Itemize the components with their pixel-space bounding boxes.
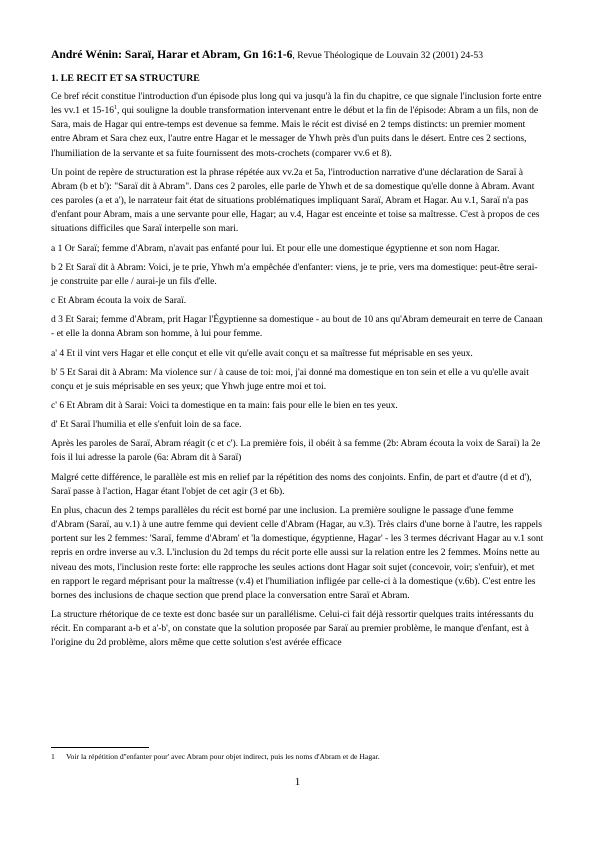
verse-a-prime: a' 4 Et il vint vers Hagar et elle conçut et elle vit qu'elle avait conçu et sa maîtresse fut méprisable en ses yeux. <box>51 347 473 359</box>
verse-c: c Et Abram écouta la voix de Saraï. <box>51 295 187 307</box>
title-author-work: André Wénin: Saraï, Harar et Abram, Gn 16:1-6 <box>51 48 293 61</box>
verse-a: a 1 Or Saraï; femme d'Abram, n'avait pas enfanté pour lui. Et pour elle une domestique égyptienne et son nom Hagar. <box>51 242 500 254</box>
paragraph-structure: Un point de repère de structuration est la phrase répétée aux vv.2a et 5a, l'introduction narrative d'une déclaration de Saraï à Abram (b et b'): "Saraï dit à Abram". Dans ces 2 paroles, elle parle de Yhwh et de sa domestique qu'elle donne à Abram. Avant ces paroles (a et a'), le narrateur fait état de situations problématiques impliquant Saraï, Abram et Hagar. Au v.1, Saraï n'a pas d'enfant pour Abram, mais a une servante pour elle, Hagar; au v.4, Hagar est enceinte et toise sa maîtresse. C'est à propos de ces situations difficiles que Saraï interpelle son mari. <box>51 166 540 235</box>
paragraph-reaction: Après les paroles de Saraï, Abram réagit (c et c'). La première fois, il obéit à sa femme (2b: Abram écouta la voix de Sarai) la 2e fois il lui adresse la parole (6a: Abram dit à Saraï) <box>51 438 541 464</box>
footnote-number: 1 <box>51 752 55 761</box>
page-number: 1 <box>294 776 301 788</box>
footnote-ref[interactable]: 1 <box>114 105 118 112</box>
verse-d: d 3 Et Sarai; femme d'Abram, prit Hagar l'Égyptienne sa domestique - au bout de 10 ans qu'Abram demeurait en terre de Canaan - et elle la donna Abram son homme, à lui pour femme. <box>51 314 543 340</box>
document-page <box>51 47 544 655</box>
paragraph-inclusion: En plus, chacun des 2 temps parallèles du récit est borné par une inclusion. La première souligne le passage d'une femme d'Abram (Saraï, au v.1) à une autre femme qui devient celle d'Abram (Hagar, au v.3). Très clairs d'une borne à l'autre, les rappels portent sur les 2 femmes: 'Saraï, femme d'Abram' et 'la domestique, égyptienne, Hagar' - les 3 termes décrivant Hagar au v.1 sont repris en ordre inverse au v.3. L'inclusion du 2d temps du récit porte elle aussi sur la relation entre les 2 femmes. Moins nette au niveau des mots, l'inclusion reste forte: elle rapproche les seules actions dont Hagar soit sujet (concevoir, voir; s'enfuir), et met en rapport le regard méprisant pour la maîtresse (v.4) et l'humiliation infligée par celle-ci à la domestique (v.6b). C'est entre les bornes des inclusions de chaque section que prend place la conversation entre Saraï et Abram. <box>51 504 544 601</box>
paragraph-intro-text-b: , qui souligne la double transformation intervenant entre le début et la fin de l'épisode: Abram a un fils, non de Sara, mais de Hagar qui entre-temps est devenue sa femme. Mais le récit est divisé en 2 temps distincts: un premier moment entre Abram et Sara chez eux, l'autre entre Hagar et le messager de Yhwh près d'un puits dans le désert. Entre ces 2 sections, l'humiliation de la servante et sa fuite fournissent des mots-crochets (comparer vv.6 et 8). <box>51 105 539 159</box>
verse-d-prime: d' Et Saraï l'humilia et elle s'enfuit loin de sa face. <box>51 419 242 431</box>
verse-b: b 2 Et Saraï dit à Abram: Voici, je te prie, Yhwh m'a empêchée d'enfanter: viens, je te prie, vers ma domestique: peut-être serai-je construite par elle / aurai-je un fils d'elle. <box>51 261 538 287</box>
paragraph-intro <box>51 90 544 161</box>
section-heading: 1. LE RECIT ET SA STRUCTURE <box>51 73 200 84</box>
paragraph-parallel: Malgré cette différence, le parallèle est mis en relief par la répétition des noms des conjoints. Enfin, de part et d'autre (d et d'), Saraï passe à l'action, Hagar étant l'objet de cet agir (3 et 6b). <box>51 471 532 497</box>
title-citation: , Revue Théologique de Louvain 32 (2001) 24-53 <box>292 50 484 61</box>
verse-c-prime: c' 6 Et Abram dit à Sarai: Voici ta domestique en ta main: fais pour elle le bien en tes yeux. <box>51 399 398 411</box>
paragraph-rhetoric: La structure rhétorique de ce texte est donc basée sur un parallélisme. Celui-ci fait déjà ressortir quelques traits intéressants du récit. En comparant a-b et a'-b', on constate que la solution proposée par Saraï au premier problème, le manque d'enfant, est à l'origine du 2d problème, alors même que cette solution s'est avérée efficace <box>51 609 534 649</box>
footnote <box>51 751 544 762</box>
footnote-divider <box>51 747 149 748</box>
document-title <box>51 47 544 63</box>
footnote-text: Voir la répétition d''enfanter pour' avec Abram pour objet indirect, puis les noms d'Abram et de Hagar. <box>66 752 380 761</box>
paragraph-intro-text-a: Ce bref récit constitue l'introduction d'un épisode plus long qui va jusqu'à la fin du chapitre, ce que signale l'inclusion forte entre les vv.1 et 15-16 <box>51 91 542 117</box>
verse-b-prime: b' 5 Et Sarai dit à Abram: Ma violence sur / à cause de toi: moi, j'ai donné ma domestique en ton sein et elle a vu qu'elle avait conçu et je suis méprisable en ses yeux; que Yhwh juge entre moi et toi. <box>51 366 529 392</box>
